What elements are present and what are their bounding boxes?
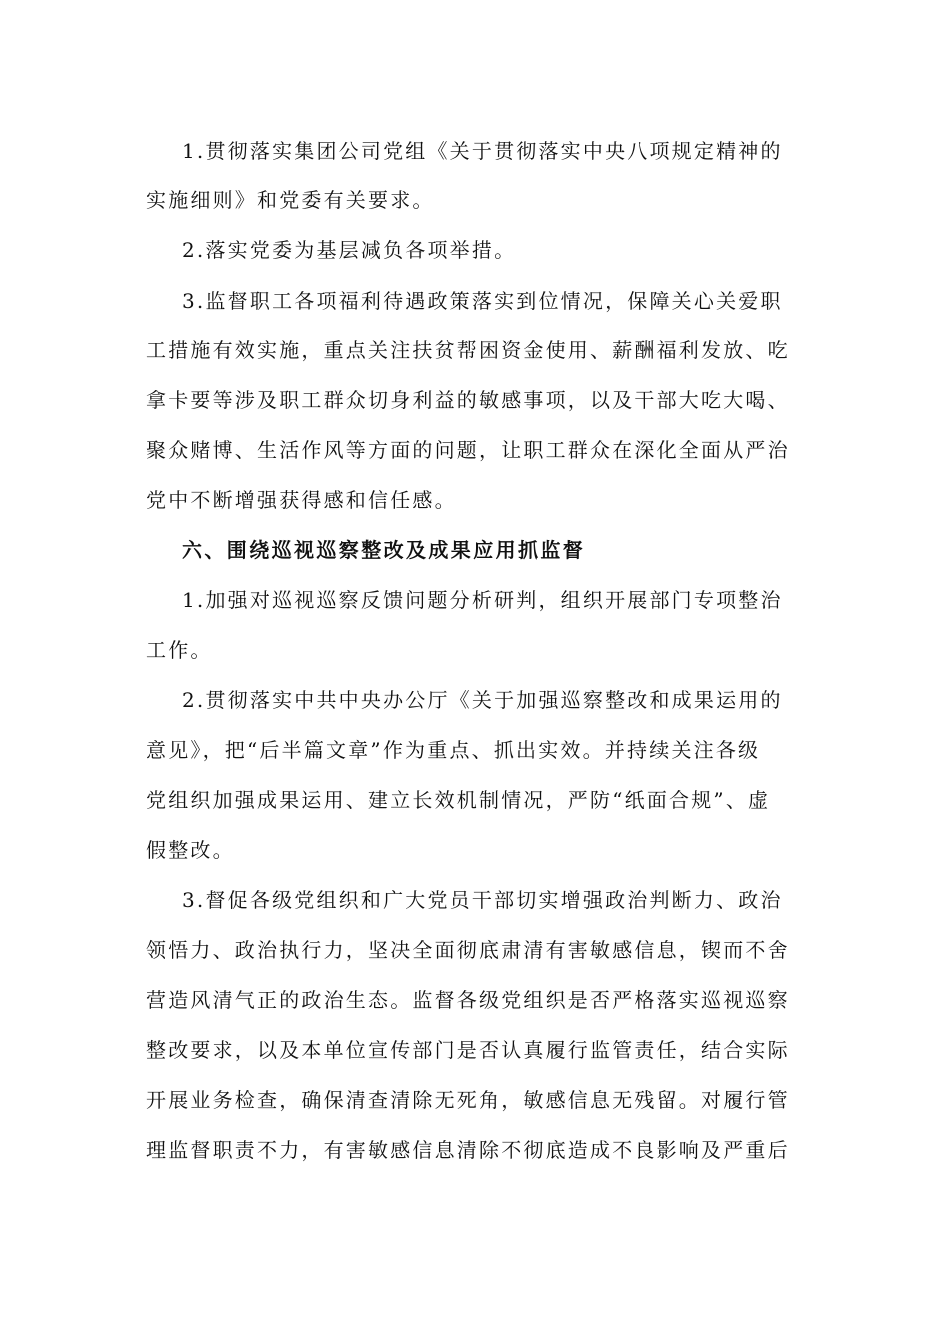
paragraph-line: 党组织加强成果运用、建立长效机制情况，严防“纸面合规”、虚 [146, 788, 771, 812]
paragraph-line: 工作。 [146, 638, 213, 662]
paragraph-line: 2.落实党委为基层减负各项举措。 [182, 238, 517, 262]
paragraph-line: 理监督职责不力，有害敏感信息清除不彻底造成不良影响及严重后 [146, 1138, 790, 1162]
paragraph-line: 聚众赌博、生活作风等方面的问题，让职工群众在深化全面从严治 [146, 438, 790, 462]
paragraph-line: 拿卡要等涉及职工群众切身利益的敏感事项，以及干部大吃大喝、 [146, 388, 790, 412]
paragraph-line: 意见》，把“后半篇文章”作为重点、抓出实效。并持续关注各级 [146, 738, 761, 762]
paragraph-line: 整改要求，以及本单位宣传部门是否认真履行监管责任，结合实际 [146, 1038, 790, 1062]
paragraph-line: 假整改。 [146, 838, 235, 862]
paragraph-line: 3.监督职工各项福利待遇政策落实到位情况，保障关心关爱职 [182, 289, 783, 313]
paragraph-line: 营造风清气正的政治生态。监督各级党组织是否严格落实巡视巡察 [146, 988, 790, 1012]
paragraph-line: 党中不断增强获得感和信任感。 [146, 488, 457, 512]
paragraph-line: 2.贯彻落实中共中央办公厅《关于加强巡察整改和成果运用的 [182, 688, 783, 712]
section-heading: 六、围绕巡视巡察整改及成果应用抓监督 [182, 538, 586, 562]
paragraph-line: 开展业务检查，确保清查清除无死角，敏感信息无残留。对履行管 [146, 1088, 790, 1112]
paragraph-line: 3.督促各级党组织和广大党员干部切实增强政治判断力、政治 [182, 888, 783, 912]
paragraph-line: 领悟力、政治执行力，坚决全面彻底肃清有害敏感信息，锲而不舍 [146, 938, 790, 962]
paragraph-line: 1.加强对巡视巡察反馈问题分析研判，组织开展部门专项整治 [182, 588, 783, 612]
paragraph-line: 1.贯彻落实集团公司党组《关于贯彻落实中央八项规定精神的 [182, 139, 783, 163]
paragraph-line: 工措施有效实施，重点关注扶贫帮困资金使用、薪酬福利发放、吃 [146, 338, 790, 362]
paragraph-line: 实施细则》和党委有关要求。 [146, 188, 435, 212]
